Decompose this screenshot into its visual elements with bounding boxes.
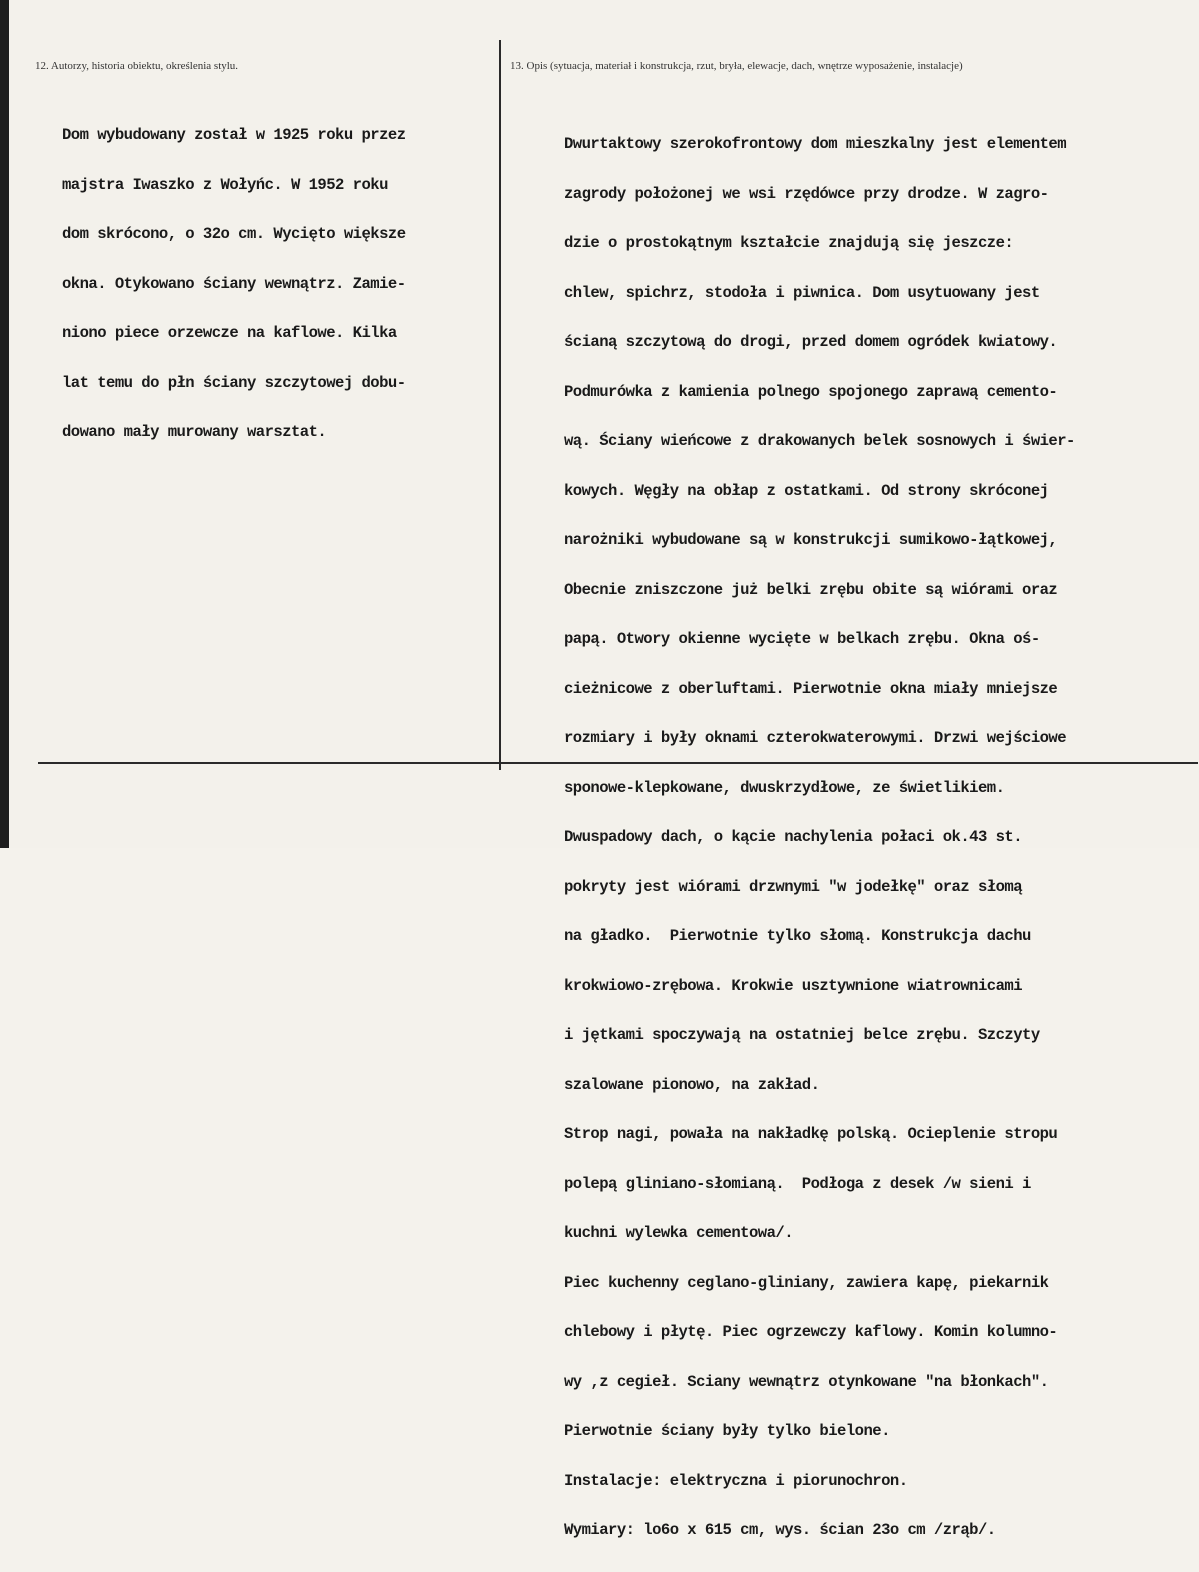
text-line: chlew, spichrz, stodoła i piwnica. Dom usytuowany jest bbox=[564, 283, 1040, 302]
section-12-text bbox=[62, 94, 406, 474]
text-line: cieżnicowe z oberluftami. Pierwotnie okna miały mniejsze bbox=[564, 679, 1058, 698]
text-line: papą. Otwory okienne wycięte w belkach zrębu. Okna oś- bbox=[564, 630, 1040, 648]
text-line: pokryty jest wiórami drzwnymi "w jodełkę" oraz słomą bbox=[564, 877, 1023, 896]
text-line: Instalacje: elektryczna i piorunochron. bbox=[564, 1471, 908, 1490]
text-line: chlebowy i płytę. Piec ogrzewczy kaflowy. Komin kolumno- bbox=[564, 1323, 1058, 1341]
text-line: okna. Otykowano ściany wewnątrz. Zamie- bbox=[62, 274, 406, 293]
section-13-header: 13. Opis (sytuacja, materiał i konstrukcja, rzut, bryła, elewacje, dach, wnętrze wyposażenie, instalacje) bbox=[510, 60, 963, 72]
text-line: Dom wybudowany został w 1925 roku przez bbox=[62, 126, 406, 144]
section-13-text bbox=[564, 103, 1075, 1572]
text-line: wą. Ściany wieńcowe z drakowanych belek sosnowych i świer- bbox=[564, 432, 1075, 450]
text-line: dzie o prostokątnym kształcie znajdują się jeszcze: bbox=[564, 234, 1014, 252]
text-line: dowano mały murowany warsztat. bbox=[62, 423, 327, 441]
text-line: Obecnie zniszczone już belki zrębu obite są wiórami oraz bbox=[564, 580, 1058, 599]
text-line: i jętkami spoczywają na ostatniej belce zrębu. Szczyty bbox=[564, 1026, 1040, 1044]
text-line: krokwiowo-zrębowa. Krokwie usztywnione wiatrownicami bbox=[564, 976, 1023, 995]
text-line: wy ,z cegieł. Sciany wewnątrz otynkowane "na błonkach". bbox=[564, 1372, 1049, 1391]
text-line: niono piece orzewcze na kaflowe. Kilka bbox=[62, 324, 397, 342]
text-line: Strop nagi, powała na nakładkę polską. Ocieplenie stropu bbox=[564, 1125, 1058, 1143]
text-line: zagrody położonej we wsi rzędówce przy drodze. W zagro- bbox=[564, 184, 1049, 203]
text-line: Wymiary: lo6o x 615 cm, wys. ścian 23o cm /zrąb/. bbox=[564, 1521, 996, 1539]
text-line: ścianą szczytową do drogi, przed domem ogródek kwiatowy. bbox=[564, 333, 1058, 351]
text-line: dom skrócono, o 32o cm. Wycięto większe bbox=[62, 225, 406, 243]
text-line: lat temu do płn ściany szczytowej dobu- bbox=[62, 373, 406, 392]
text-line: Dwuspadowy dach, o kącie nachylenia połaci ok.43 st. bbox=[564, 828, 1023, 846]
text-line: sponowe-klepkowane, dwuskrzydłowe, ze świetlikiem. bbox=[564, 778, 1005, 797]
column-divider bbox=[499, 40, 501, 770]
text-line: narożniki wybudowane są w konstrukcji sumikowo-łątkowej, bbox=[564, 531, 1058, 549]
text-line: polepą gliniano-słomianą. Podłoga z desek /w sieni i bbox=[564, 1174, 1031, 1193]
card-left-edge bbox=[0, 0, 9, 848]
text-line: majstra Iwaszko z Wołyńc. W 1952 roku bbox=[62, 175, 388, 194]
text-line: Dwurtaktowy szerokofrontowy dom mieszkalny jest elementem bbox=[564, 135, 1067, 153]
section-12-header: 12. Autorzy, historia obiektu, określenia stylu. bbox=[35, 60, 239, 72]
text-line: szalowane pionowo, na zakład. bbox=[564, 1075, 820, 1094]
text-line: rozmiary i były oknami czterokwaterowymi. Drzwi wejściowe bbox=[564, 729, 1067, 747]
text-line: na gładko. Pierwotnie tylko słomą. Konstrukcja dachu bbox=[564, 927, 1031, 945]
text-line: kowych. Węgły na obłap z ostatkami. Od strony skróconej bbox=[564, 481, 1049, 500]
text-line: Piec kuchenny ceglano-gliniany, zawiera kapę, piekarnik bbox=[564, 1273, 1049, 1292]
text-line: Podmurówka z kamienia polnego spojonego zaprawą cemento- bbox=[564, 382, 1058, 401]
text-line: kuchni wylewka cementowa/. bbox=[564, 1224, 794, 1242]
text-line: Pierwotnie ściany były tylko bielone. bbox=[564, 1422, 890, 1440]
